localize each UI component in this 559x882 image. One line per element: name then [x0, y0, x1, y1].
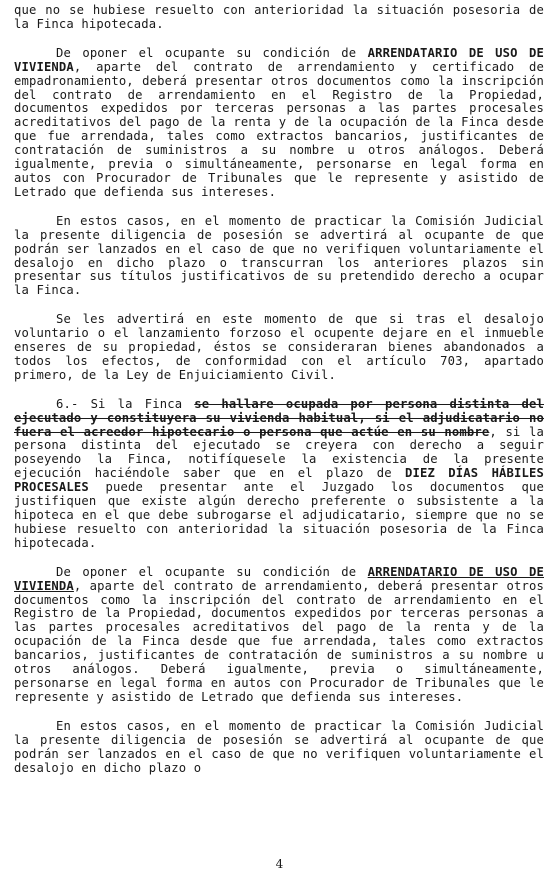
paragraph-item-6	[14, 398, 544, 551]
document-body	[14, 4, 544, 790]
paragraph-text: , aparte del contrato de arrendamiento y certificado de empadronamiento, deberá presentar otros documentos como la inscripción del contrato de arrendamiento en el Registro de la Propiedad, documentos expedidos por terceras personas a las partes procesales acreditativos del pago de la renta y de la ocupación de la Finca desde que fue arrendada, tales como extractos bancarios, justificantes de contratación de suministros a su nombre u otros análogos. Deberá igualmente, previa o simultáneamente, personarse en legal forma en autos con Procurador de Tribunales que le represente y asistido de Letrado que defienda sus intereses.	[14, 59, 544, 199]
paragraph-text: En estos casos, en el momento de practicar la Comisión Judicial la presente diligencia de posesión se advertirá al ocupante de que podrán ser lanzados en el caso de que no verifiquen voluntariamente el desalojo en dicho plazo o	[14, 718, 544, 775]
paragraph-continuation	[14, 4, 544, 32]
struck-bold-text: se hallare ocupada por persona distinta del ejecutado y constituyera su vivienda habitual, si el adjudicatario no fuera el acreedor hipotecario o persona que actúe en su nombre	[14, 396, 544, 439]
paragraph-text: , si la persona distinta del ejecutado se creyera con derecho a seguir poseyendo la Finca, notifíquesele la existencia de la presente ejecución haciéndole saber que en el plazo de	[14, 424, 544, 481]
bold-underlined-term: ARRENDATARIO DE USO DE VIVIENDA	[14, 564, 544, 593]
paragraph-text: que no se hubiese resuelto con anterioridad la situación posesoria de la Finca hipotecada.	[14, 3, 544, 31]
paragraph-judicial-commission	[14, 215, 544, 298]
bold-term: ARRENDATARIO DE USO DE VIVIENDA	[14, 45, 544, 74]
page-number: 4	[275, 857, 284, 871]
paragraph-text: De oponer el ocupante su condición de	[56, 564, 368, 579]
paragraph-tenant-opposition	[14, 47, 544, 200]
paragraph-text: Se les advertirá en este momento de que si tras el desalojo voluntario o el lanzamiento forzoso el ocupente dejare en el inmueble enseres de su propiedad, éstos se consideraran bienes abandonados a todos los efectos, de conformidad con el artículo 703, apartado primero, de la Ley de Enjuiciamiento Civil.	[14, 312, 544, 382]
paragraph-text: En estos casos, en el momento de practicar la Comisión Judicial la presente diligencia de posesión se advertirá al ocupante de que podrán ser lanzados en el caso de que no verifiquen voluntariamente el desalojo en dicho plazo o transcurran los anteriores plazos sin presentar sus títulos justificativos de su pretendido derecho a ocupar la Finca.	[14, 213, 544, 298]
paragraph-tenant-opposition-2	[14, 566, 544, 705]
paragraph-text: puede presentar ante el Juzgado los documentos que justifiquen que existe algún derecho preferente o subsistente a la hipoteca en el que debe subrogarse el adjudicatario, siempre que no se hubiese resuelto con anterioridad la situación posesoria de la Finca hipotecada.	[14, 480, 544, 550]
paragraph-text: De oponer el ocupante su condición de	[56, 45, 368, 60]
bold-deadline: DIEZ DÍAS HÁBILES PROCESALES	[14, 466, 544, 495]
paragraph-text: , aparte del contrato de arrendamiento, deberá presentar otros documentos como la inscripción del contrato de arrendamiento en el Registro de la Propiedad, documentos expedidos por terceras personas a las partes procesales acreditativos del pago de la renta y de la ocupación de la Finca desde que fue arrendada, tales como extractos bancarios, justificantes de contratación de suministros a su nombre u otros análogos. Deberá igualmente, previa o simultáneamente, personarse en legal forma en autos con Procurador de Tribunales que le represente y asistido de Letrado que defienda sus intereses.	[14, 578, 544, 704]
paragraph-judicial-commission-2	[14, 720, 544, 776]
paragraph-abandoned-goods	[14, 313, 544, 383]
paragraph-text: 6.- Si la Finca	[56, 396, 195, 411]
